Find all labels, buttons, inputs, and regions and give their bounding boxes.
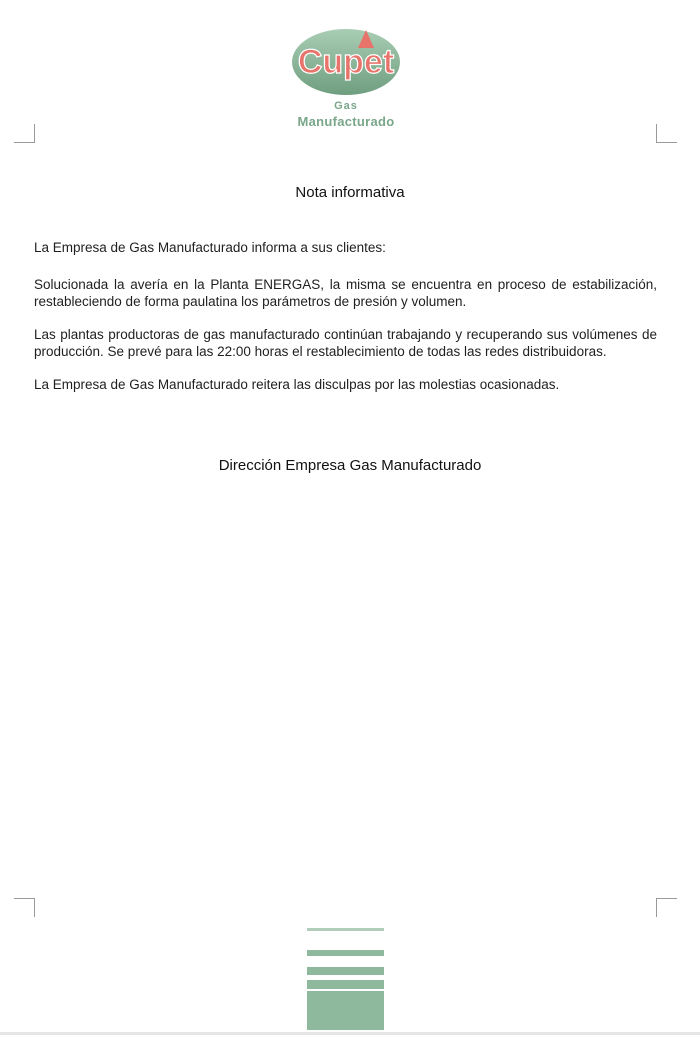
logo-gas-label: Gas [334,100,358,112]
crop-mark-bottom-right [656,898,677,917]
crop-mark-top-left [14,124,35,143]
paragraph-apology: La Empresa de Gas Manufacturado reitera las disculpas por las molestias ocasionadas. [34,377,560,392]
footer-decoration [307,928,384,1030]
cupet-logo [288,26,404,132]
footer-bar [307,950,384,956]
paragraph-intro: La Empresa de Gas Manufacturado informa a sus clientes: [34,240,386,255]
document-signature: Dirección Empresa Gas Manufacturado [218,457,482,474]
footer-bar [307,980,384,989]
cupet-logo-emblem-icon [288,26,404,98]
footer-bar [307,991,384,1030]
footer-bar [307,928,384,931]
document-title: Nota informativa [295,184,405,201]
crop-mark-top-right [656,124,677,143]
footer-bar [307,967,384,975]
crop-mark-bottom-left [14,898,35,917]
paragraph-repair: Solucionada la avería en la Planta ENERGAS, la misma se encuentra en proceso de estabilización, restableciendo de forma paulatina los parámetros de presión y volumen. [34,277,657,309]
logo-wordmark: Cupet [297,43,395,81]
paragraph-production: Las plantas productoras de gas manufacturado continúan trabajando y recuperando sus volúmenes de producción. Se prevé para las 22:00 horas el restablecimiento de todas las redes distribuidoras. [34,327,657,359]
logo-manufacturado-label: Manufacturado [297,114,395,129]
page-bottom-edge [0,1032,700,1035]
document-body [34,239,657,409]
